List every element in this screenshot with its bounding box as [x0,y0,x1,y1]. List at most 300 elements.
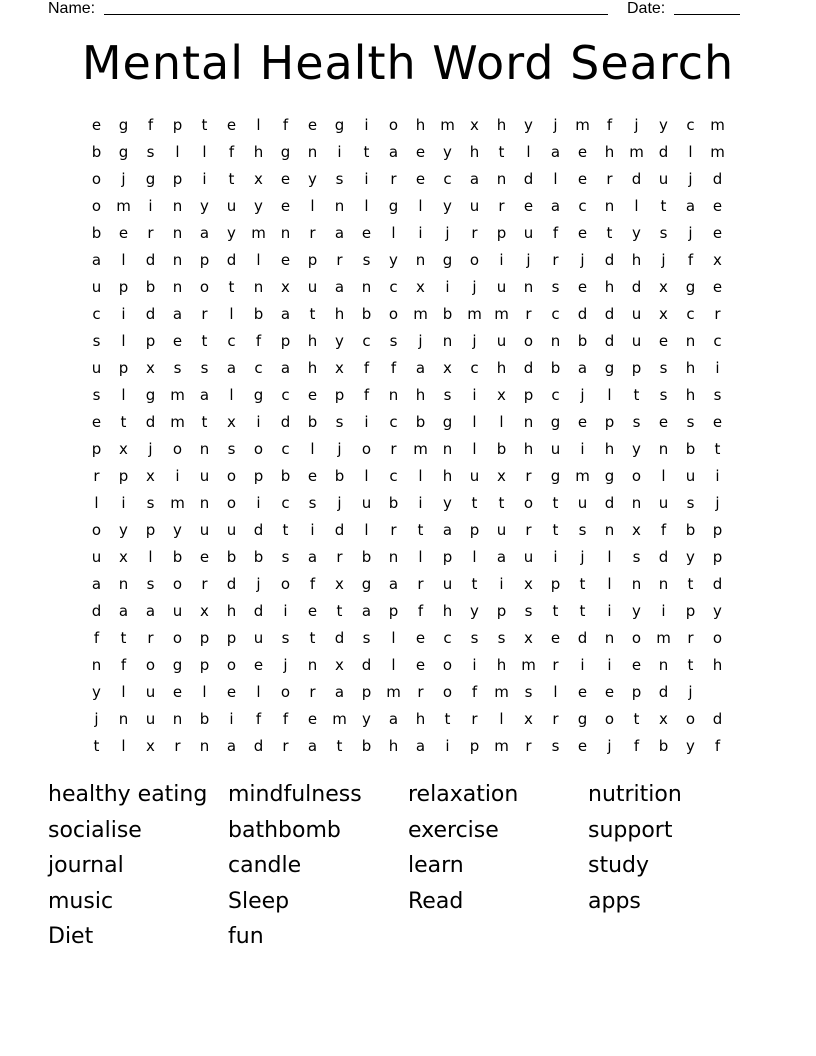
grid-letter[interactable]: f [417,602,424,620]
grid-letter[interactable]: b [307,413,318,431]
grid-letter[interactable]: l [607,548,612,566]
grid-letter[interactable]: j [580,386,585,404]
grid-letter[interactable]: c [227,332,236,350]
grid-letter[interactable]: r [552,251,559,269]
grid-letter[interactable]: g [361,575,372,593]
grid-letter[interactable]: e [550,629,561,647]
grid-letter[interactable]: n [307,143,318,161]
grid-letter[interactable]: s [524,602,533,620]
grid-letter[interactable]: m [251,224,266,242]
grid-letter[interactable]: a [145,602,156,620]
grid-letter[interactable]: l [310,440,315,458]
grid-letter[interactable]: g [388,197,399,215]
grid-letter[interactable]: y [443,197,452,215]
grid-letter[interactable]: d [226,251,237,269]
grid-letter[interactable]: b [496,440,507,458]
grid-letter[interactable]: a [334,224,345,242]
grid-letter[interactable]: t [228,278,235,296]
grid-letter[interactable]: t [120,413,127,431]
grid-letter[interactable]: s [659,386,668,404]
grid-letter[interactable]: r [93,467,100,485]
grid-letter[interactable]: g [442,413,453,431]
grid-letter[interactable]: i [229,710,234,728]
grid-letter[interactable]: b [442,305,453,323]
grid-letter[interactable]: m [413,305,428,323]
grid-letter[interactable]: i [175,467,180,485]
grid-letter[interactable]: d [523,359,534,377]
grid-letter[interactable]: e [415,656,426,674]
grid-letter[interactable]: y [443,143,452,161]
grid-letter[interactable]: p [442,548,453,566]
grid-letter[interactable]: s [362,629,371,647]
grid-letter[interactable]: f [660,521,667,539]
grid-letter[interactable]: t [363,143,370,161]
grid-letter[interactable]: i [472,656,477,674]
grid-letter[interactable]: x [335,575,344,593]
grid-letter[interactable]: s [146,143,155,161]
grid-letter[interactable]: i [310,521,315,539]
grid-letter[interactable]: h [469,143,480,161]
grid-letter[interactable]: h [442,467,453,485]
grid-letter[interactable]: i [499,575,504,593]
grid-letter[interactable]: g [280,143,291,161]
grid-letter[interactable]: a [226,737,237,755]
grid-letter[interactable]: a [469,170,480,188]
grid-letter[interactable]: n [172,224,183,242]
grid-letter[interactable]: t [633,710,640,728]
grid-letter[interactable]: d [604,251,615,269]
grid-letter[interactable]: u [469,197,480,215]
grid-letter[interactable]: s [632,413,641,431]
grid-letter[interactable]: h [496,116,507,134]
grid-letter[interactable]: b [172,548,183,566]
grid-letter[interactable]: j [445,224,450,242]
grid-letter[interactable]: r [687,629,694,647]
grid-letter[interactable]: e [172,332,183,350]
grid-letter[interactable]: i [364,170,369,188]
grid-letter[interactable]: c [389,413,398,431]
grid-letter[interactable]: x [200,602,209,620]
grid-letter[interactable]: s [578,521,587,539]
grid-letter[interactable]: o [442,656,453,674]
grid-letter[interactable]: y [227,224,236,242]
grid-letter[interactable]: y [713,602,722,620]
grid-letter[interactable]: t [282,521,289,539]
grid-letter[interactable]: x [524,575,533,593]
grid-letter[interactable]: p [469,521,480,539]
grid-letter[interactable]: l [472,548,477,566]
grid-letter[interactable]: h [604,278,615,296]
grid-letter[interactable]: t [606,224,613,242]
grid-letter[interactable]: u [199,521,210,539]
grid-letter[interactable]: t [201,332,208,350]
grid-letter[interactable]: g [145,386,156,404]
grid-letter[interactable]: r [525,521,532,539]
grid-letter[interactable]: a [334,683,345,701]
grid-letter[interactable]: r [552,656,559,674]
grid-letter[interactable]: x [497,386,506,404]
grid-letter[interactable]: g [334,116,345,134]
grid-letter[interactable]: o [469,251,480,269]
grid-letter[interactable]: i [256,413,261,431]
grid-letter[interactable]: u [91,359,102,377]
grid-letter[interactable]: l [607,386,612,404]
grid-letter[interactable]: t [228,170,235,188]
grid-letter[interactable]: u [658,170,669,188]
grid-letter[interactable]: x [146,359,155,377]
grid-letter[interactable]: y [335,332,344,350]
grid-letter[interactable]: n [118,710,129,728]
grid-letter[interactable]: r [390,440,397,458]
grid-letter[interactable]: n [307,656,318,674]
grid-letter[interactable]: x [335,359,344,377]
grid-letter[interactable]: d [91,602,102,620]
grid-letter[interactable]: f [309,575,316,593]
grid-letter[interactable]: d [604,305,615,323]
grid-letter[interactable]: p [118,467,129,485]
grid-letter[interactable]: b [550,359,561,377]
grid-letter[interactable]: f [687,251,694,269]
grid-letter[interactable]: r [309,683,316,701]
grid-letter[interactable]: x [146,737,155,755]
grid-letter[interactable]: p [145,521,156,539]
grid-letter[interactable]: d [145,413,156,431]
grid-letter[interactable]: l [607,575,612,593]
grid-letter[interactable]: c [578,197,587,215]
grid-letter[interactable]: g [604,467,615,485]
grid-letter[interactable]: n [415,251,426,269]
grid-letter[interactable]: m [656,629,671,647]
grid-letter[interactable]: x [524,629,533,647]
grid-letter[interactable]: p [631,683,642,701]
grid-letter[interactable]: i [121,494,126,512]
grid-letter[interactable]: d [631,278,642,296]
grid-letter[interactable]: u [307,278,318,296]
grid-letter[interactable]: a [118,602,129,620]
grid-letter[interactable]: p [118,278,129,296]
grid-letter[interactable]: p [388,602,399,620]
grid-letter[interactable]: m [440,116,455,134]
grid-letter[interactable]: l [526,143,531,161]
grid-letter[interactable]: n [388,386,399,404]
grid-letter[interactable]: m [116,197,131,215]
grid-letter[interactable]: s [551,278,560,296]
grid-letter[interactable]: e [604,683,615,701]
grid-letter[interactable]: y [659,116,668,134]
grid-letter[interactable]: o [91,197,102,215]
grid-letter[interactable]: u [496,332,507,350]
grid-letter[interactable]: c [281,494,290,512]
grid-letter[interactable]: e [280,170,291,188]
grid-letter[interactable]: t [579,602,586,620]
grid-letter[interactable]: m [575,116,590,134]
grid-letter[interactable]: s [281,548,290,566]
grid-letter[interactable]: y [632,440,641,458]
grid-letter[interactable]: y [389,251,398,269]
grid-letter[interactable]: l [256,251,261,269]
grid-letter[interactable]: y [362,710,371,728]
grid-letter[interactable]: d [631,170,642,188]
grid-letter[interactable]: y [443,494,452,512]
grid-letter[interactable]: p [280,332,291,350]
grid-letter[interactable]: l [121,683,126,701]
grid-letter[interactable]: p [172,170,183,188]
grid-letter[interactable]: u [496,278,507,296]
grid-letter[interactable]: d [604,494,615,512]
grid-letter[interactable]: h [334,305,345,323]
grid-letter[interactable]: l [148,548,153,566]
grid-letter[interactable]: f [255,332,262,350]
grid-letter[interactable]: b [685,521,696,539]
grid-letter[interactable]: r [201,575,208,593]
grid-letter[interactable]: h [604,440,615,458]
grid-letter[interactable]: c [443,170,452,188]
grid-letter[interactable]: p [226,629,237,647]
grid-letter[interactable]: t [444,710,451,728]
grid-letter[interactable]: c [713,332,722,350]
grid-letter[interactable]: o [523,332,534,350]
grid-letter[interactable]: e [91,413,102,431]
grid-letter[interactable]: i [445,737,450,755]
date-field[interactable] [674,14,740,15]
grid-letter[interactable]: e [307,386,318,404]
grid-letter[interactable]: o [91,521,102,539]
grid-letter[interactable]: y [173,521,182,539]
grid-letter[interactable]: x [470,116,479,134]
grid-letter[interactable]: t [687,656,694,674]
grid-letter[interactable]: u [523,548,534,566]
grid-letter[interactable]: l [472,440,477,458]
grid-letter[interactable]: i [337,143,342,161]
grid-letter[interactable]: h [307,359,318,377]
grid-letter[interactable]: j [661,251,666,269]
grid-letter[interactable]: i [121,305,126,323]
grid-letter[interactable]: p [496,602,507,620]
grid-letter[interactable]: x [119,548,128,566]
grid-letter[interactable]: o [172,629,183,647]
grid-letter[interactable]: u [172,602,183,620]
grid-letter[interactable]: d [523,170,534,188]
grid-letter[interactable]: d [361,656,372,674]
grid-letter[interactable]: m [170,386,185,404]
grid-letter[interactable]: n [604,197,615,215]
grid-letter[interactable]: n [172,278,183,296]
grid-letter[interactable]: a [442,521,453,539]
grid-letter[interactable]: s [389,332,398,350]
grid-letter[interactable]: p [91,440,102,458]
grid-letter[interactable]: l [94,494,99,512]
grid-letter[interactable]: s [173,359,182,377]
grid-letter[interactable]: h [604,143,615,161]
grid-letter[interactable]: g [442,251,453,269]
grid-letter[interactable]: a [496,548,507,566]
grid-letter[interactable]: h [523,440,534,458]
grid-letter[interactable]: r [525,467,532,485]
grid-letter[interactable]: x [632,521,641,539]
grid-letter[interactable]: h [685,386,696,404]
grid-letter[interactable]: n [658,440,669,458]
grid-letter[interactable]: e [307,710,318,728]
grid-letter[interactable]: s [551,737,560,755]
grid-letter[interactable]: l [661,467,666,485]
grid-letter[interactable]: j [472,332,477,350]
grid-letter[interactable]: g [685,278,696,296]
grid-letter[interactable]: j [472,278,477,296]
grid-letter[interactable]: p [469,737,480,755]
grid-letter[interactable]: i [607,656,612,674]
grid-letter[interactable]: f [147,116,154,134]
grid-letter[interactable]: n [199,494,210,512]
grid-letter[interactable]: c [686,116,695,134]
grid-letter[interactable]: y [254,197,263,215]
grid-letter[interactable]: s [200,359,209,377]
grid-letter[interactable]: j [337,494,342,512]
grid-letter[interactable]: p [631,359,642,377]
grid-letter[interactable]: n [172,197,183,215]
grid-letter[interactable]: h [388,737,399,755]
grid-letter[interactable]: t [552,521,559,539]
grid-letter[interactable]: d [658,548,669,566]
grid-letter[interactable]: u [226,521,237,539]
grid-letter[interactable]: f [228,143,235,161]
grid-letter[interactable]: b [658,737,669,755]
grid-letter[interactable]: s [497,629,506,647]
grid-letter[interactable]: m [386,683,401,701]
grid-letter[interactable]: e [91,116,102,134]
grid-letter[interactable]: n [199,440,210,458]
grid-letter[interactable]: b [361,737,372,755]
grid-letter[interactable]: j [688,224,693,242]
grid-letter[interactable]: s [686,413,695,431]
grid-letter[interactable]: o [280,575,291,593]
grid-letter[interactable]: i [499,251,504,269]
grid-letter[interactable]: e [118,224,129,242]
grid-letter[interactable]: e [577,278,588,296]
grid-letter[interactable]: c [389,278,398,296]
grid-letter[interactable]: y [92,683,101,701]
grid-letter[interactable]: o [172,440,183,458]
grid-letter[interactable]: f [552,224,559,242]
grid-letter[interactable]: e [658,413,669,431]
grid-letter[interactable]: t [201,413,208,431]
grid-letter[interactable]: d [604,332,615,350]
grid-letter[interactable]: f [606,116,613,134]
grid-letter[interactable]: m [629,143,644,161]
grid-letter[interactable]: o [712,629,723,647]
grid-letter[interactable]: l [418,197,423,215]
grid-letter[interactable]: d [145,305,156,323]
grid-letter[interactable]: r [390,521,397,539]
grid-letter[interactable]: d [712,170,723,188]
grid-letter[interactable]: n [550,332,561,350]
grid-letter[interactable]: h [253,143,264,161]
grid-letter[interactable]: t [201,116,208,134]
grid-letter[interactable]: s [227,440,236,458]
grid-letter[interactable]: d [658,683,669,701]
grid-letter[interactable]: e [577,170,588,188]
grid-letter[interactable]: i [553,548,558,566]
grid-letter[interactable]: b [361,305,372,323]
grid-letter[interactable]: x [659,305,668,323]
grid-letter[interactable]: x [227,413,236,431]
grid-letter[interactable]: e [712,224,723,242]
grid-letter[interactable]: u [469,467,480,485]
grid-letter[interactable]: n [631,494,642,512]
grid-letter[interactable]: h [712,656,723,674]
grid-letter[interactable]: u [253,629,264,647]
grid-letter[interactable]: y [686,737,695,755]
grid-letter[interactable]: o [523,494,534,512]
grid-letter[interactable]: g [604,359,615,377]
grid-letter[interactable]: s [659,224,668,242]
grid-letter[interactable]: n [604,521,615,539]
grid-letter[interactable]: m [575,467,590,485]
grid-letter[interactable]: a [172,305,183,323]
grid-letter[interactable]: o [631,629,642,647]
grid-letter[interactable]: o [685,710,696,728]
grid-letter[interactable]: j [256,575,261,593]
grid-letter[interactable]: f [363,386,370,404]
grid-letter[interactable]: p [685,602,696,620]
grid-letter[interactable]: j [337,440,342,458]
grid-letter[interactable]: y [686,548,695,566]
grid-letter[interactable]: t [336,737,343,755]
grid-letter[interactable]: g [577,710,588,728]
grid-letter[interactable]: s [632,548,641,566]
grid-letter[interactable]: n [658,656,669,674]
grid-letter[interactable]: p [712,521,723,539]
grid-letter[interactable]: p [145,332,156,350]
grid-letter[interactable]: h [631,251,642,269]
grid-letter[interactable]: h [415,386,426,404]
grid-letter[interactable]: n [280,224,291,242]
grid-letter[interactable]: l [688,143,693,161]
grid-letter[interactable]: l [121,737,126,755]
grid-letter[interactable]: f [363,359,370,377]
grid-letter[interactable]: t [309,305,316,323]
grid-letter[interactable]: f [390,359,397,377]
grid-letter[interactable]: b [280,467,291,485]
grid-letter[interactable]: c [281,386,290,404]
grid-letter[interactable]: h [496,359,507,377]
grid-letter[interactable]: a [550,143,561,161]
grid-letter[interactable]: n [91,656,102,674]
grid-letter[interactable]: d [253,737,264,755]
grid-letter[interactable]: l [472,413,477,431]
grid-letter[interactable]: f [471,683,478,701]
grid-letter[interactable]: n [658,575,669,593]
grid-letter[interactable]: i [607,602,612,620]
grid-letter[interactable]: s [281,629,290,647]
grid-letter[interactable]: g [145,170,156,188]
grid-letter[interactable]: y [632,602,641,620]
grid-letter[interactable]: c [443,629,452,647]
grid-letter[interactable]: j [283,656,288,674]
grid-letter[interactable]: i [580,440,585,458]
grid-letter[interactable]: y [119,521,128,539]
grid-letter[interactable]: e [307,467,318,485]
grid-letter[interactable]: o [604,710,615,728]
grid-letter[interactable]: n [253,278,264,296]
grid-letter[interactable]: l [364,197,369,215]
grid-letter[interactable]: u [226,197,237,215]
grid-letter[interactable]: l [202,683,207,701]
grid-letter[interactable]: b [415,413,426,431]
grid-letter[interactable]: n [172,251,183,269]
grid-letter[interactable]: i [148,197,153,215]
grid-letter[interactable]: j [553,116,558,134]
grid-letter[interactable]: a [685,197,696,215]
